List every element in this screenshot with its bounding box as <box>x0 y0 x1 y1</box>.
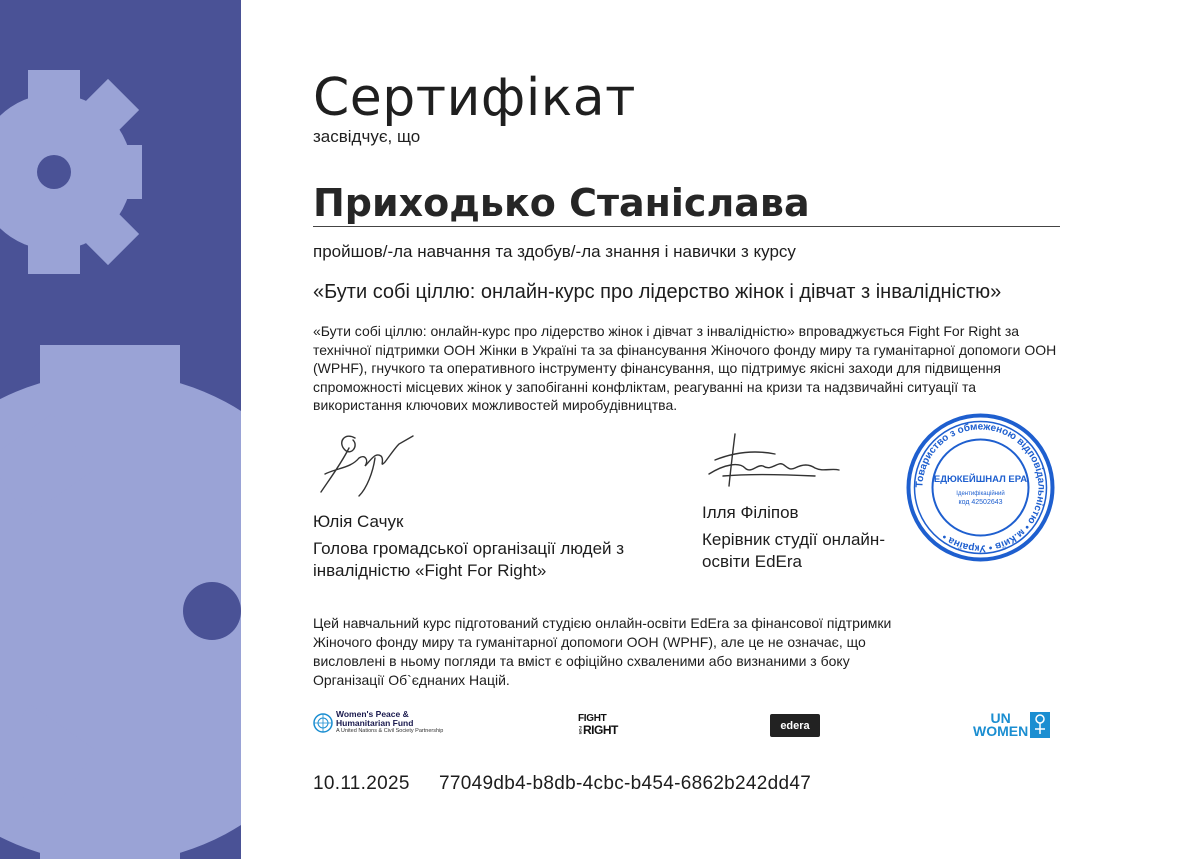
signer-1-title: Голова громадської організації людей з інвалідністю «Fight For Right» <box>313 539 625 580</box>
un-women-logo <box>973 712 1050 738</box>
un-women-line1: UN <box>990 710 1011 726</box>
edera-logo: edera <box>770 714 820 737</box>
official-stamp-icon <box>903 410 1058 565</box>
fight-for-right-logo <box>578 714 618 736</box>
passed-course-text: пройшов/-ла навчання та здобув/-ла знання і навички з курсу <box>313 242 796 261</box>
signature-2-icon <box>705 430 845 492</box>
stamp-code-label: Ідентифікаційний <box>956 491 1005 497</box>
certificate-id: 77049db4-b8db-4cbc-b454-6862b242dd47 <box>439 773 812 794</box>
certificate-title: Сертифікат <box>313 68 636 128</box>
certificate-content <box>313 0 1073 859</box>
decorative-sidebar <box>0 0 241 859</box>
wphf-name-line1: Women's Peace & <box>336 709 409 719</box>
wphf-tagline: A United Nations & Civil Society Partnership <box>336 728 444 734</box>
stamp-center-text: ЕДЮКЕЙШНАЛ ЕРА <box>933 474 1028 485</box>
signer-2-title: Керівник студії онлайн-освіти EdEra <box>702 530 885 571</box>
un-women-emblem-icon <box>1030 712 1050 738</box>
signer-2-name: Ілля Філіпов <box>702 503 799 522</box>
course-description: «Бути собі ціллю: онлайн-курс про лідерство жінок і дівчат з інвалідністю» впроваджується Fight For Right за технічної підтримки ООН Жінки в Україні та за фінансування Жіночого фонду миру та гуманітарної допомоги ООН (WPHF), гнучкого та оперативного інструменту фінансування, що підтримує якісні заходи для підвищення спроможності місцевих жінок у запобіганні конфліктам, реагуванні на кризи та надзвичайні ситуації та використання ключових можливостей миробудівництва. <box>313 323 1057 413</box>
ffr-logo-top: FIGHT <box>578 713 607 724</box>
gears-illustration <box>0 0 241 859</box>
signer-1-name: Юлія Сачук <box>313 512 404 531</box>
issue-date: 10.11.2025 <box>313 773 410 794</box>
ffr-logo-bottom: RIGHT <box>583 723 618 737</box>
disclaimer-text: Цей навчальний курс підготований студією онлайн-освіти EdEra за фінансової підтримки Жіночого фонду миру та гуманітарної допомоги ООН (WPHF), але це не означає, що висловлені в ньому погляди та вміст є офіційно схваленими або визнаними з боку Організації Об`єднаних Націй. <box>313 615 892 688</box>
course-name: «Бути собі ціллю: онлайн-курс про лідерство жінок і дівчат з інвалідністю» <box>313 281 1002 303</box>
un-emblem-icon <box>313 713 333 733</box>
stamp-code: код 42502643 <box>958 499 1003 506</box>
un-women-line2: WOMEN <box>973 723 1029 739</box>
stamp-outer-text: Товариство з обмеженою відповідальністю • м.Київ • Україна • <box>914 421 1047 554</box>
name-underline <box>313 226 1060 227</box>
wphf-name-line2: Humanitarian Fund <box>336 718 414 728</box>
ffr-logo-small: FOR <box>578 725 583 735</box>
recipient-name: Приходько Станіслава <box>313 181 810 225</box>
wphf-logo <box>313 710 443 735</box>
signature-1-icon <box>315 428 425 500</box>
certifies-text: засвідчує, що <box>313 127 421 146</box>
